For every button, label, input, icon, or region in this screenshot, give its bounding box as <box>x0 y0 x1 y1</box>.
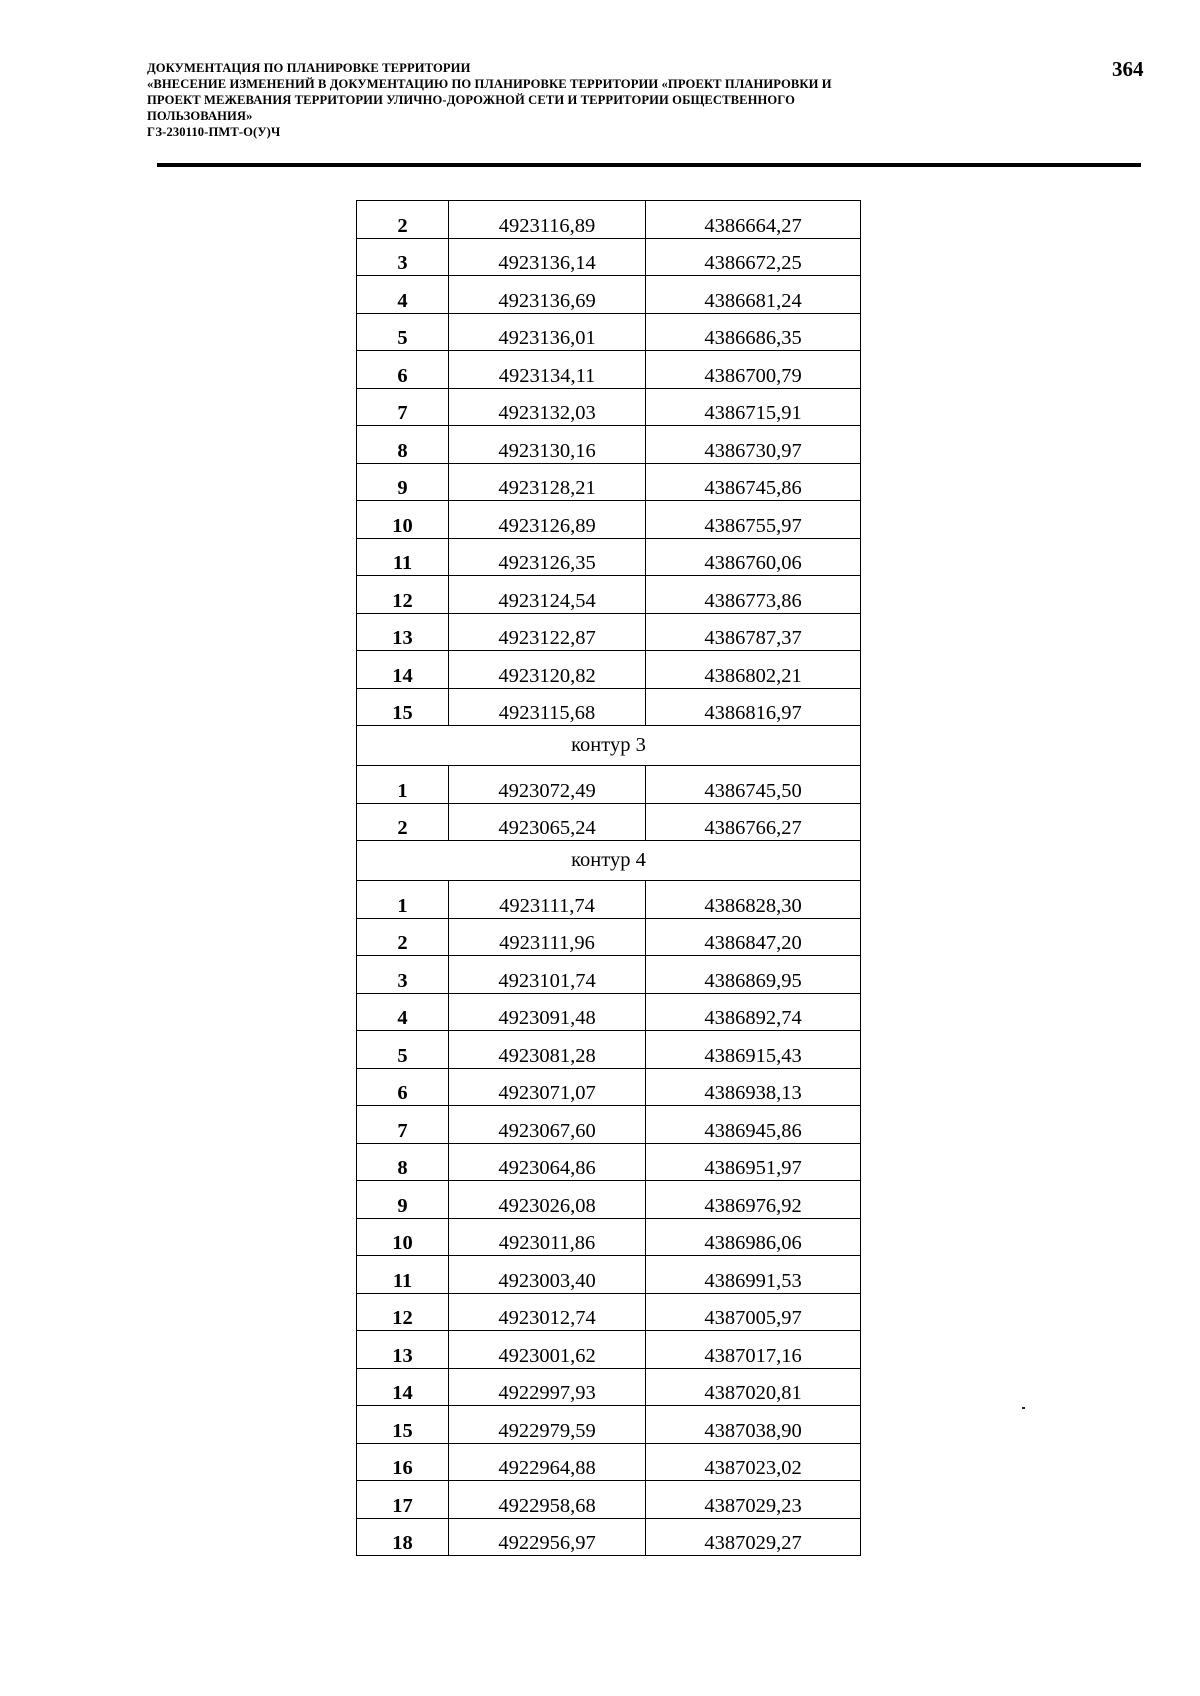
x-coordinate: 4922997,93 <box>449 1368 646 1406</box>
point-number: 4 <box>357 993 449 1031</box>
x-coordinate: 4923026,08 <box>449 1181 646 1219</box>
x-coordinate: 4923115,68 <box>449 688 646 726</box>
point-number: 1 <box>357 766 449 804</box>
y-coordinate: 4386938,13 <box>646 1068 861 1106</box>
y-coordinate: 4386715,91 <box>646 388 861 426</box>
table-row <box>357 613 861 651</box>
x-coordinate: 4923011,86 <box>449 1218 646 1256</box>
point-number: 14 <box>357 651 449 689</box>
x-coordinate: 4923136,01 <box>449 313 646 351</box>
point-number: 13 <box>357 1331 449 1369</box>
point-number: 8 <box>357 1143 449 1181</box>
y-coordinate: 4386847,20 <box>646 918 861 956</box>
table-row <box>357 1143 861 1181</box>
x-coordinate: 4923136,69 <box>449 276 646 314</box>
table-row <box>357 351 861 389</box>
table-row <box>357 1256 861 1294</box>
y-coordinate: 4386892,74 <box>646 993 861 1031</box>
y-coordinate: 4387023,02 <box>646 1443 861 1481</box>
table-row <box>357 201 861 239</box>
table-row <box>357 388 861 426</box>
header-title-line-2: «ВНЕСЕНИЕ ИЗМЕНЕНИЙ В ДОКУМЕНТАЦИЮ ПО ПЛАНИРОВКЕ ТЕРРИТОРИИ «ПРОЕКТ ПЛАНИРОВКИ И <box>147 77 832 91</box>
document-header <box>147 60 1047 140</box>
y-coordinate: 4387005,97 <box>646 1293 861 1331</box>
point-number: 11 <box>357 538 449 576</box>
table-row <box>357 463 861 501</box>
y-coordinate: 4386681,24 <box>646 276 861 314</box>
point-number: 2 <box>357 201 449 239</box>
point-number: 16 <box>357 1443 449 1481</box>
point-number: 9 <box>357 1181 449 1219</box>
page-number: 364 <box>1112 57 1144 81</box>
table-row <box>357 651 861 689</box>
header-title-line-3: ПРОЕКТ МЕЖЕВАНИЯ ТЕРРИТОРИИ УЛИЧНО-ДОРОЖНОЙ СЕТИ И ТЕРРИТОРИИ ОБЩЕСТВЕННОГО <box>147 93 796 107</box>
y-coordinate: 4386802,21 <box>646 651 861 689</box>
contour-label: контур 4 <box>357 841 861 881</box>
x-coordinate: 4923001,62 <box>449 1331 646 1369</box>
x-coordinate: 4923120,82 <box>449 651 646 689</box>
header-divider <box>157 163 1141 167</box>
table-row <box>357 501 861 539</box>
point-number: 8 <box>357 426 449 464</box>
y-coordinate: 4386766,27 <box>646 803 861 841</box>
x-coordinate: 4922964,88 <box>449 1443 646 1481</box>
x-coordinate: 4922958,68 <box>449 1481 646 1519</box>
table-row <box>357 1368 861 1406</box>
x-coordinate: 4923101,74 <box>449 956 646 994</box>
contour-label: контур 3 <box>357 726 861 766</box>
y-coordinate: 4386730,97 <box>646 426 861 464</box>
point-number: 3 <box>357 238 449 276</box>
x-coordinate: 4923128,21 <box>449 463 646 501</box>
x-coordinate: 4923130,16 <box>449 426 646 464</box>
y-coordinate: 4386745,86 <box>646 463 861 501</box>
point-number: 6 <box>357 1068 449 1106</box>
y-coordinate: 4386664,27 <box>646 201 861 239</box>
table-row <box>357 576 861 614</box>
table-row <box>357 1481 861 1519</box>
table-row <box>357 881 861 919</box>
y-coordinate: 4386787,37 <box>646 613 861 651</box>
point-number: 5 <box>357 1031 449 1069</box>
y-coordinate: 4386700,79 <box>646 351 861 389</box>
point-number: 7 <box>357 388 449 426</box>
y-coordinate: 4386745,50 <box>646 766 861 804</box>
y-coordinate: 4386991,53 <box>646 1256 861 1294</box>
x-coordinate: 4923003,40 <box>449 1256 646 1294</box>
point-number: 13 <box>357 613 449 651</box>
x-coordinate: 4922956,97 <box>449 1518 646 1556</box>
x-coordinate: 4923091,48 <box>449 993 646 1031</box>
y-coordinate: 4387029,23 <box>646 1481 861 1519</box>
table-row <box>357 1106 861 1144</box>
point-number: 9 <box>357 463 449 501</box>
y-coordinate: 4386672,25 <box>646 238 861 276</box>
y-coordinate: 4386773,86 <box>646 576 861 614</box>
y-coordinate: 4387029,27 <box>646 1518 861 1556</box>
table-row <box>357 1031 861 1069</box>
y-coordinate: 4386828,30 <box>646 881 861 919</box>
y-coordinate: 4386976,92 <box>646 1181 861 1219</box>
x-coordinate: 4923136,14 <box>449 238 646 276</box>
y-coordinate: 4386915,43 <box>646 1031 861 1069</box>
scan-speck <box>1022 1407 1025 1409</box>
point-number: 10 <box>357 1218 449 1256</box>
point-number: 3 <box>357 956 449 994</box>
point-number: 6 <box>357 351 449 389</box>
point-number: 17 <box>357 1481 449 1519</box>
y-coordinate: 4386951,97 <box>646 1143 861 1181</box>
table-row <box>357 1068 861 1106</box>
x-coordinate: 4923124,54 <box>449 576 646 614</box>
table-row <box>357 918 861 956</box>
point-number: 15 <box>357 1406 449 1444</box>
contour-heading-row <box>357 726 861 766</box>
table-row <box>357 688 861 726</box>
table-row <box>357 1406 861 1444</box>
y-coordinate: 4387020,81 <box>646 1368 861 1406</box>
y-coordinate: 4387017,16 <box>646 1331 861 1369</box>
table-row <box>357 766 861 804</box>
point-number: 18 <box>357 1518 449 1556</box>
point-number: 4 <box>357 276 449 314</box>
y-coordinate: 4387038,90 <box>646 1406 861 1444</box>
table-row <box>357 1331 861 1369</box>
x-coordinate: 4923065,24 <box>449 803 646 841</box>
point-number: 2 <box>357 803 449 841</box>
table-row <box>357 1518 861 1556</box>
x-coordinate: 4923064,86 <box>449 1143 646 1181</box>
y-coordinate: 4386869,95 <box>646 956 861 994</box>
table-row <box>357 1218 861 1256</box>
table-row <box>357 313 861 351</box>
table-row <box>357 276 861 314</box>
y-coordinate: 4386816,97 <box>646 688 861 726</box>
header-title-line-4: ПОЛЬЗОВАНИЯ» <box>147 109 253 123</box>
x-coordinate: 4923071,07 <box>449 1068 646 1106</box>
point-number: 11 <box>357 1256 449 1294</box>
coordinates-table-body <box>357 201 861 1556</box>
x-coordinate: 4923122,87 <box>449 613 646 651</box>
point-number: 12 <box>357 1293 449 1331</box>
table-row <box>357 993 861 1031</box>
x-coordinate: 4923111,96 <box>449 918 646 956</box>
table-row <box>357 1443 861 1481</box>
x-coordinate: 4923116,89 <box>449 201 646 239</box>
x-coordinate: 4923132,03 <box>449 388 646 426</box>
y-coordinate: 4386755,97 <box>646 501 861 539</box>
contour-heading-row <box>357 841 861 881</box>
x-coordinate: 4923067,60 <box>449 1106 646 1144</box>
table-row <box>357 538 861 576</box>
y-coordinate: 4386686,35 <box>646 313 861 351</box>
x-coordinate: 4922979,59 <box>449 1406 646 1444</box>
table-row <box>357 803 861 841</box>
document-code: ГЗ-230110-ПМТ-О(У)Ч <box>147 125 281 139</box>
x-coordinate: 4923126,89 <box>449 501 646 539</box>
y-coordinate: 4386986,06 <box>646 1218 861 1256</box>
point-number: 2 <box>357 918 449 956</box>
table-row <box>357 426 861 464</box>
y-coordinate: 4386945,86 <box>646 1106 861 1144</box>
point-number: 1 <box>357 881 449 919</box>
x-coordinate: 4923072,49 <box>449 766 646 804</box>
coordinates-table <box>356 200 861 1556</box>
table-row <box>357 956 861 994</box>
x-coordinate: 4923081,28 <box>449 1031 646 1069</box>
point-number: 10 <box>357 501 449 539</box>
point-number: 15 <box>357 688 449 726</box>
header-title-line-1: ДОКУМЕНТАЦИЯ ПО ПЛАНИРОВКЕ ТЕРРИТОРИИ <box>147 61 471 75</box>
y-coordinate: 4386760,06 <box>646 538 861 576</box>
table-row <box>357 1293 861 1331</box>
x-coordinate: 4923012,74 <box>449 1293 646 1331</box>
point-number: 14 <box>357 1368 449 1406</box>
point-number: 7 <box>357 1106 449 1144</box>
table-row <box>357 1181 861 1219</box>
point-number: 12 <box>357 576 449 614</box>
point-number: 5 <box>357 313 449 351</box>
table-row <box>357 238 861 276</box>
x-coordinate: 4923126,35 <box>449 538 646 576</box>
x-coordinate: 4923134,11 <box>449 351 646 389</box>
x-coordinate: 4923111,74 <box>449 881 646 919</box>
